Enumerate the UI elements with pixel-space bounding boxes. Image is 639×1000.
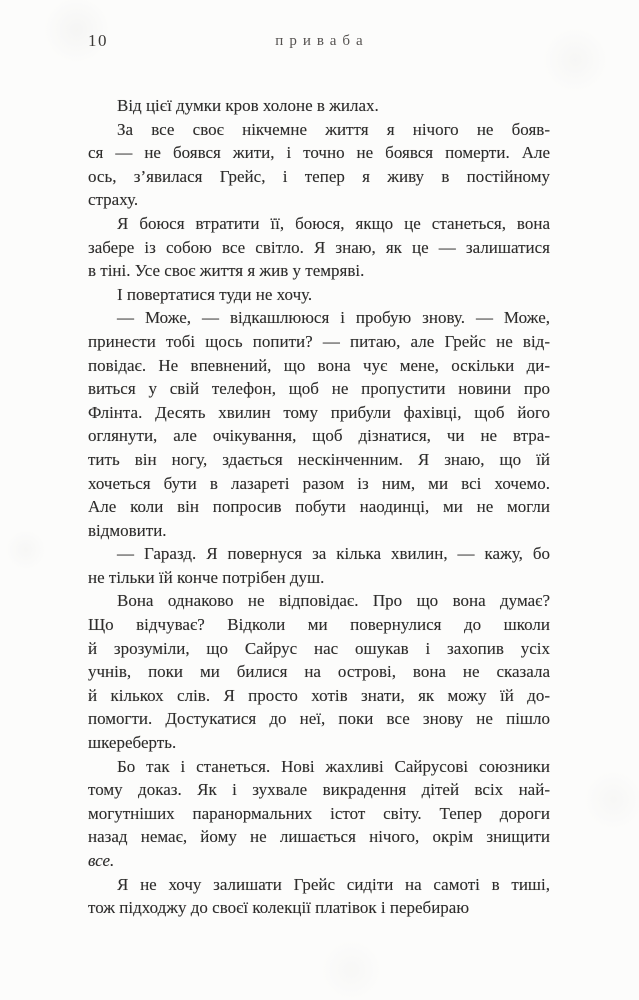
- page-text-block: [88, 94, 550, 920]
- text-line: І повертатися туди не хочу.: [117, 284, 313, 304]
- text-line: шкереберть.: [88, 733, 177, 753]
- text-line: повідає. Не впевнений, що вона чує мене, оскільки ди-: [88, 355, 550, 375]
- text-line: За все своє нікчемне життя я нічого не бояв-: [117, 119, 550, 139]
- text-line: відмовити.: [88, 520, 167, 540]
- text-line: в тіні. Усе своє життя я жив у темряві.: [88, 261, 365, 281]
- text-line: помогти. Достукатися до неї, поки все знову не пішло: [88, 709, 550, 729]
- text-line: хочеться бути в лазареті разом із ним, ми всі хочемо.: [88, 473, 550, 493]
- paragraph: [88, 589, 550, 754]
- paragraph: [88, 755, 550, 873]
- paragraph: [88, 542, 550, 589]
- text-line: Флінта. Десять хвилин тому прибули фахівці, щоб його: [88, 402, 550, 422]
- paragraph: [88, 118, 550, 212]
- text-line: й зрозуміли, що Сайрус нас ошукав і захопив усіх: [88, 638, 550, 658]
- text-line: виться у свій телефон, щоб не пропустити новини про: [88, 379, 550, 399]
- paragraph: [88, 94, 550, 118]
- text-line: могутніших паранормальних істот світу. Тепер дороги: [88, 803, 550, 823]
- paragraph: [88, 873, 550, 920]
- text-line: ся — не боявся жити, і точно не боявся померти. Але: [88, 143, 550, 163]
- text-line: — Може, — відкашлююся і пробую знову. — Може,: [117, 308, 550, 328]
- text-line: страху.: [88, 190, 139, 210]
- text-line: принести тобі щось попити? — питаю, але Грейс не від-: [88, 331, 550, 351]
- paragraph: [88, 306, 550, 542]
- text-line: Бо так і станеться. Нові жахливі Сайрусові союзники: [117, 756, 550, 776]
- text-line: тож підходжу до своєї колекції платівок і перебираю: [88, 898, 470, 918]
- text-line: Від цієї думки кров холоне в жилах.: [117, 96, 379, 115]
- running-title: приваба: [275, 33, 369, 49]
- text-line: оглянути, але очікування, щоб дізнатися, чи не втра-: [88, 426, 550, 446]
- text-line: назад немає, йому не лишається нічого, окрім знищити: [88, 827, 550, 847]
- paragraph: [88, 283, 550, 307]
- paragraph: [88, 212, 550, 283]
- text-line: Що відчуває? Відколи ми повернулися до школи: [88, 615, 550, 635]
- page-number: 10: [88, 31, 108, 50]
- text-line: — Гаразд. Я повернуся за кілька хвилин, — кажу, бо: [117, 544, 550, 564]
- text-line: Вона однаково не відповідає. Про що вона думає?: [117, 591, 550, 611]
- text-line: тить він ногу, здається нескінченним. Я знаю, що їй: [88, 449, 550, 469]
- text-line: Я не хочу залишати Грейс сидіти на самоті в тиші,: [117, 874, 550, 894]
- text-line: учнів, поки ми билися на острові, вона не сказала: [88, 662, 550, 682]
- text-line: Але коли він попросив побути наодинці, ми не могли: [88, 497, 550, 517]
- text-line: забере із собою все світло. Я знаю, як це — залишатися: [88, 237, 550, 257]
- text-line: все.: [88, 851, 115, 870]
- text-line: й кількох слів. Я просто хотів знати, як можу їй до-: [88, 685, 550, 705]
- text-line: тому доказ. Як і зухвале викрадення дітей всіх най-: [88, 780, 550, 800]
- text-line: ось, з’явилася Грейс, і тепер я живу в постійному: [88, 166, 550, 186]
- text-line: Я боюся втратити її, боюся, якщо це станеться, вона: [117, 213, 550, 233]
- text-line: не тільки їй конче потрібен душ.: [88, 567, 325, 587]
